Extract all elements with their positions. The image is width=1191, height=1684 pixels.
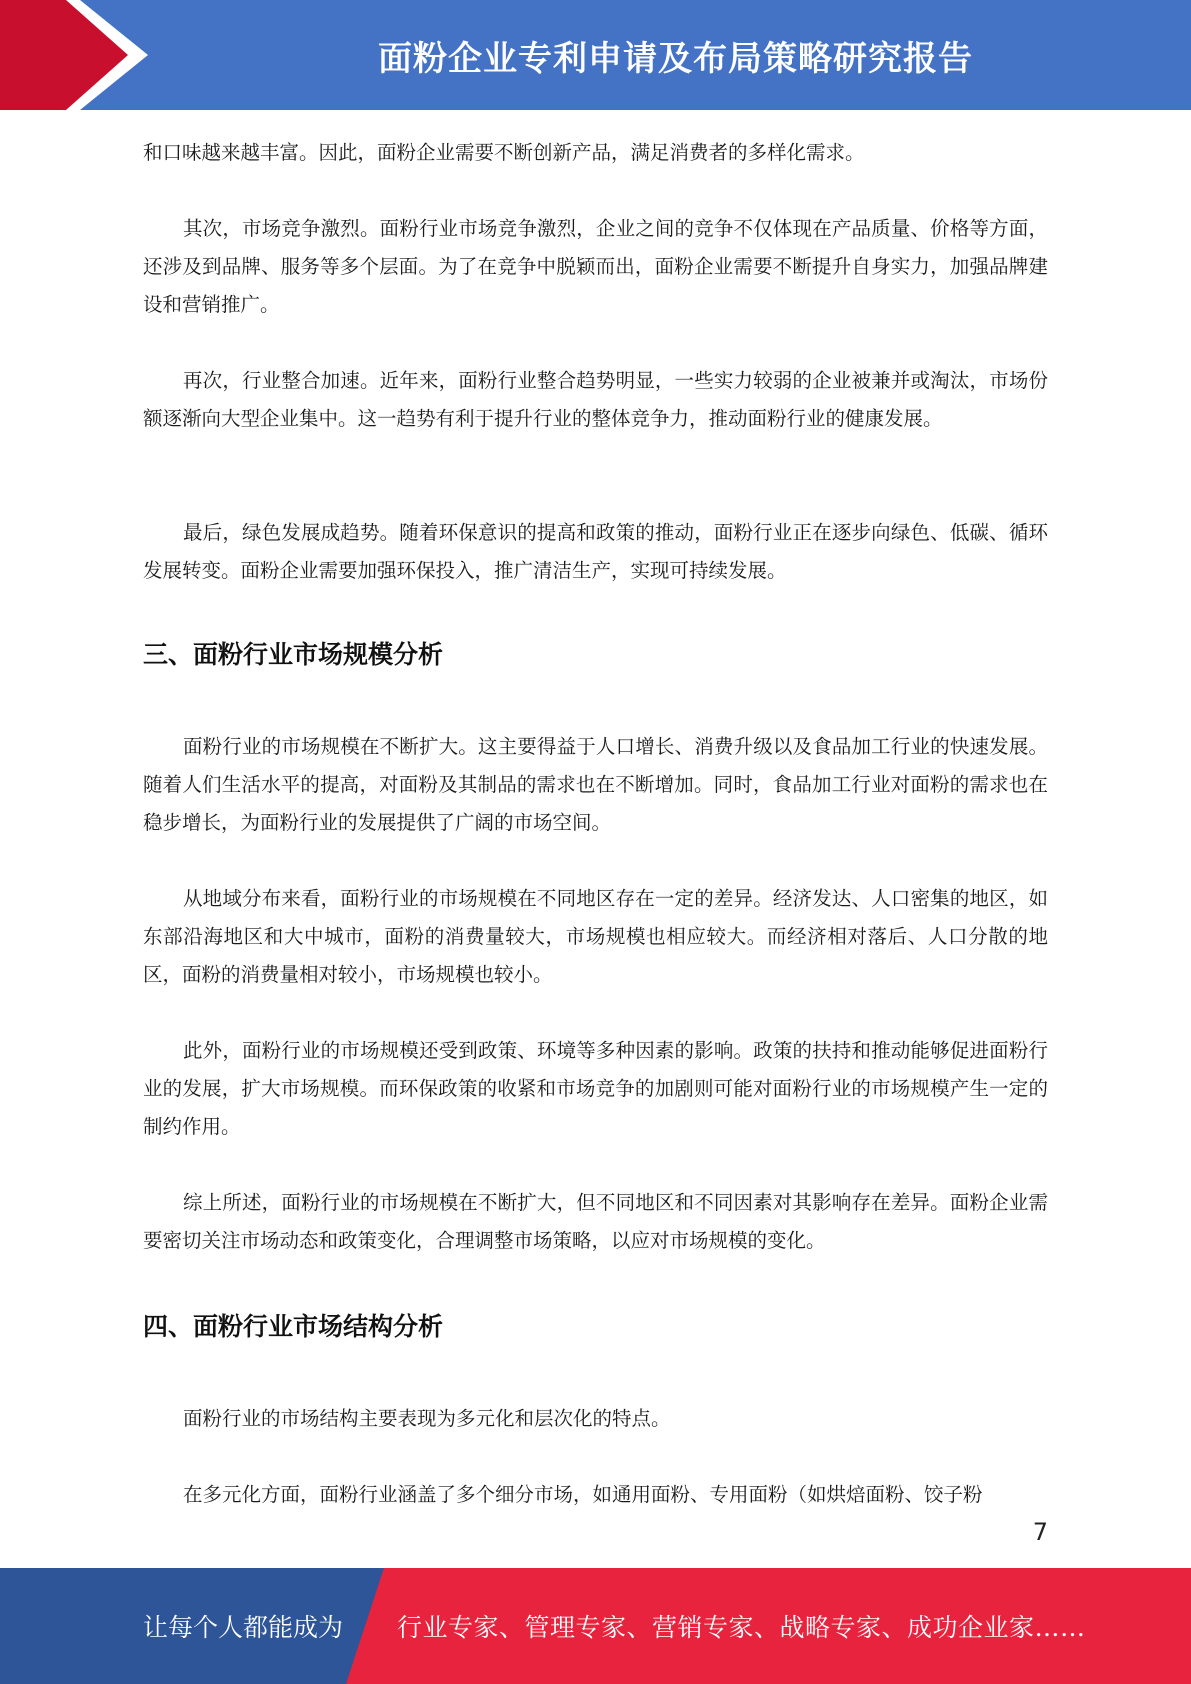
- paragraph: 从地域分布来看，面粉行业的市场规模在不同地区存在一定的差异。经济发达、人口密集的地区，如东部沿海地区和大中城市，面粉的消费量较大，市场规模也相应较大。而经济相对落后、人口分散的地区，面粉的消费量相对较小，市场规模也较小。: [143, 887, 1048, 986]
- paragraph: 面粉行业的市场结构主要表现为多元化和层次化的特点。: [183, 1407, 671, 1430]
- page-footer: [0, 1568, 1191, 1684]
- paragraph: 和口味越来越丰富。因此，面粉企业需要不断创新产品，满足消费者的多样化需求。: [143, 141, 865, 164]
- paragraph: 再次，行业整合加速。近年来，面粉行业整合趋势明显，一些实力较弱的企业被兼并或淘汰，市场份额逐渐向大型企业集中。这一趋势有利于提升行业的整体竞争力，推动面粉行业的健康发展。: [143, 369, 1048, 430]
- page-number: 7: [1032, 1518, 1048, 1546]
- page-header: [0, 0, 1191, 110]
- paragraph: 在多元化方面，面粉行业涵盖了多个细分市场，如通用面粉、专用面粉（如烘焙面粉、饺子粉: [183, 1483, 983, 1506]
- paragraph: 综上所述，面粉行业的市场规模在不断扩大，但不同地区和不同因素对其影响存在差异。面粉企业需要密切关注市场动态和政策变化，合理调整市场策略，以应对市场规模的变化。: [143, 1191, 1048, 1252]
- section-heading-market-size: 三、面粉行业市场规模分析: [143, 640, 444, 669]
- document-title: 面粉企业专利申请及布局策略研究报告: [378, 38, 973, 79]
- header-arrow-decoration: [0, 0, 160, 110]
- footer-slogan-right: 行业专家、管理专家、营销专家、战略专家、成功企业家……: [397, 1613, 1086, 1642]
- paragraph: 面粉行业的市场规模在不断扩大。这主要得益于人口增长、消费升级以及食品加工行业的快速发展。随着人们生活水平的提高，对面粉及其制品的需求也在不断增加。同时，食品加工行业对面粉的需求也在稳步增长，为面粉行业的发展提供了广阔的市场空间。: [143, 735, 1048, 834]
- footer-slogan-left: 让每个人都能成为: [143, 1613, 344, 1642]
- header-red-arrow: [0, 0, 128, 110]
- section-heading-market-structure: 四、面粉行业市场结构分析: [143, 1312, 444, 1341]
- paragraph: 此外，面粉行业的市场规模还受到政策、环境等多种因素的影响。政策的扶持和推动能够促进面粉行业的发展，扩大市场规模。而环保政策的收紧和市场竞争的加剧则可能对面粉行业的市场规模产生一定的制约作用。: [143, 1039, 1048, 1138]
- paragraph: 最后，绿色发展成趋势。随着环保意识的提高和政策的推动，面粉行业正在逐步向绿色、低碳、循环发展转变。面粉企业需要加强环保投入，推广清洁生产，实现可持续发展。: [143, 521, 1048, 582]
- paragraph: 其次，市场竞争激烈。面粉行业市场竞争激烈，企业之间的竞争不仅体现在产品质量、价格等方面，还涉及到品牌、服务等多个层面。为了在竞争中脱颖而出，面粉企业需要不断提升自身实力，加强品牌建设和营销推广。: [143, 217, 1048, 316]
